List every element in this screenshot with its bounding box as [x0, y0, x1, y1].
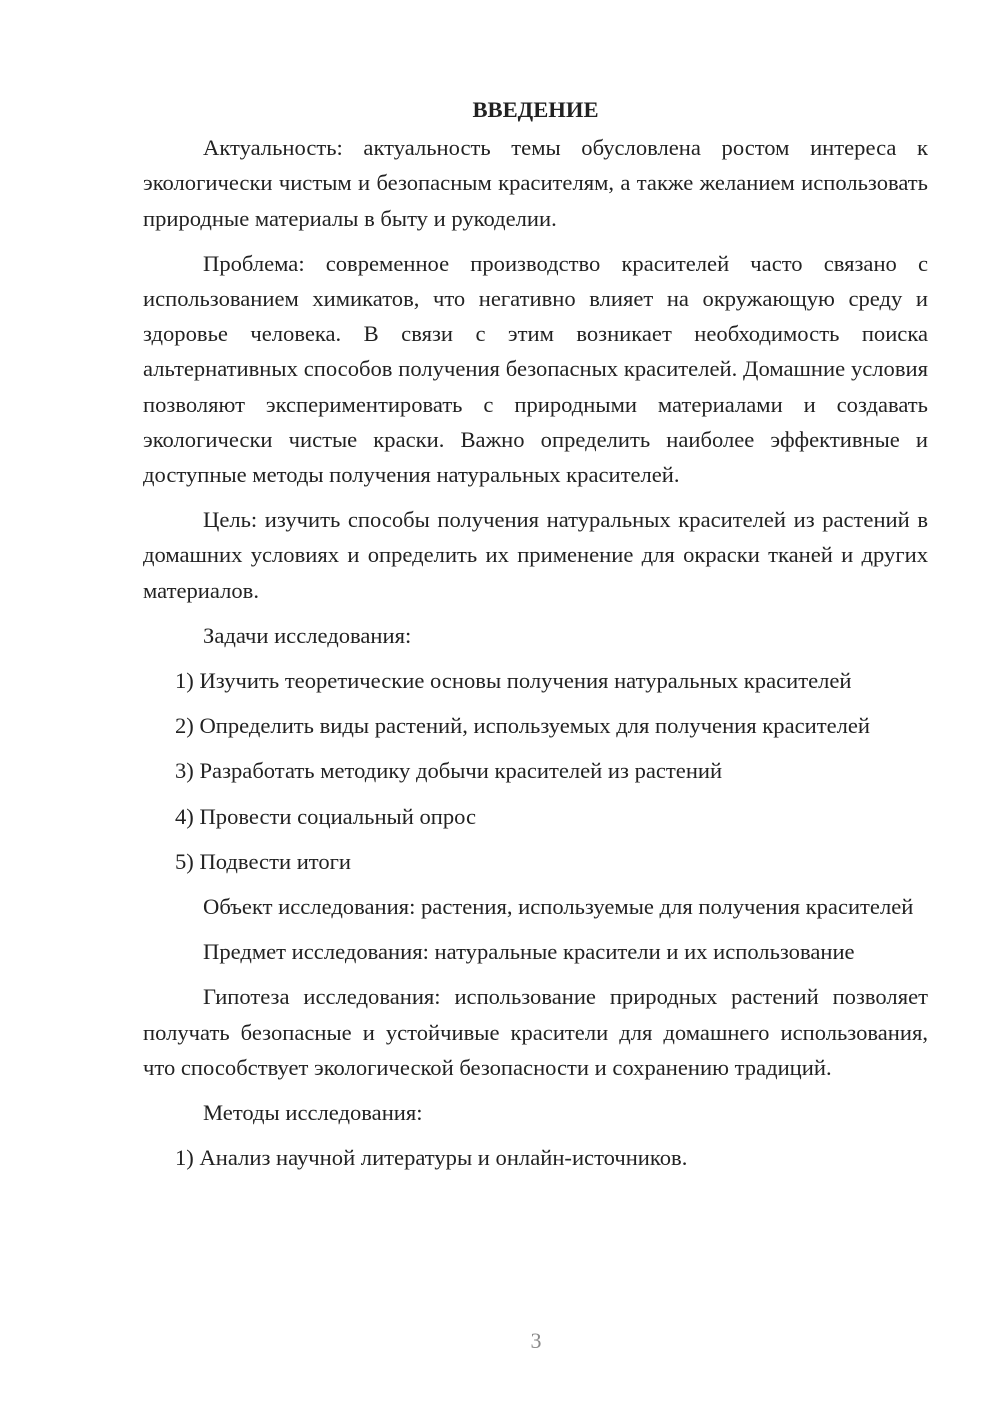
object-paragraph: Объект исследования: растения, используемые для получения красителей	[203, 894, 914, 920]
method-item-1: 1) Анализ научной литературы и онлайн-источников.	[175, 1145, 688, 1171]
task-item-5: 5) Подвести итоги	[175, 848, 352, 874]
task-item-3: 3) Разработать методику добычи красителей из растений	[175, 758, 723, 784]
problem-paragraph: Проблема: современное производство красителей часто связано с использованием химикатов, что негативно влияет на окружающую среду и здоровье человека. В связи с этим возникает необходимость поиска альтернативных способов получения безопасных красителей. Домашние условия позволяют экспериментировать с природными материалами и создавать экологически чистые краски. Важно определить наиболее эффективные и доступные методы получения натуральных красителей.	[143, 250, 928, 488]
relevance-paragraph: Актуальность: актуальность темы обусловлена ростом интереса к экологически чистым и безопасным красителям, а также желанием использовать природные материалы в быту и рукоделии.	[143, 135, 928, 231]
document-page	[143, 92, 928, 1185]
methods-heading: Методы исследования:	[203, 1100, 423, 1126]
subject-paragraph: Предмет исследования: натуральные красители и их использование	[203, 939, 855, 965]
task-item-1: 1) Изучить теоретические основы получения натуральных красителей	[175, 668, 852, 694]
hypothesis-paragraph: Гипотеза исследования: использование природных растений позволяет получать безопасные и устойчивые красители для домашнего использования, что способствует экологической безопасности и сохранению традиций.	[143, 984, 928, 1080]
task-item-4: 4) Провести социальный опрос	[175, 803, 477, 829]
page-number: 3	[530, 1328, 542, 1353]
tasks-heading: Задачи исследования:	[203, 622, 412, 648]
task-item-2: 2) Определить виды растений, используемых для получения красителей	[175, 713, 871, 739]
page-title: ВВЕДЕНИЕ	[472, 97, 599, 122]
goal-paragraph: Цель: изучить способы получения натуральных красителей из растений в домашних условиях и определить их применение для окраски тканей и других материалов.	[143, 507, 928, 603]
